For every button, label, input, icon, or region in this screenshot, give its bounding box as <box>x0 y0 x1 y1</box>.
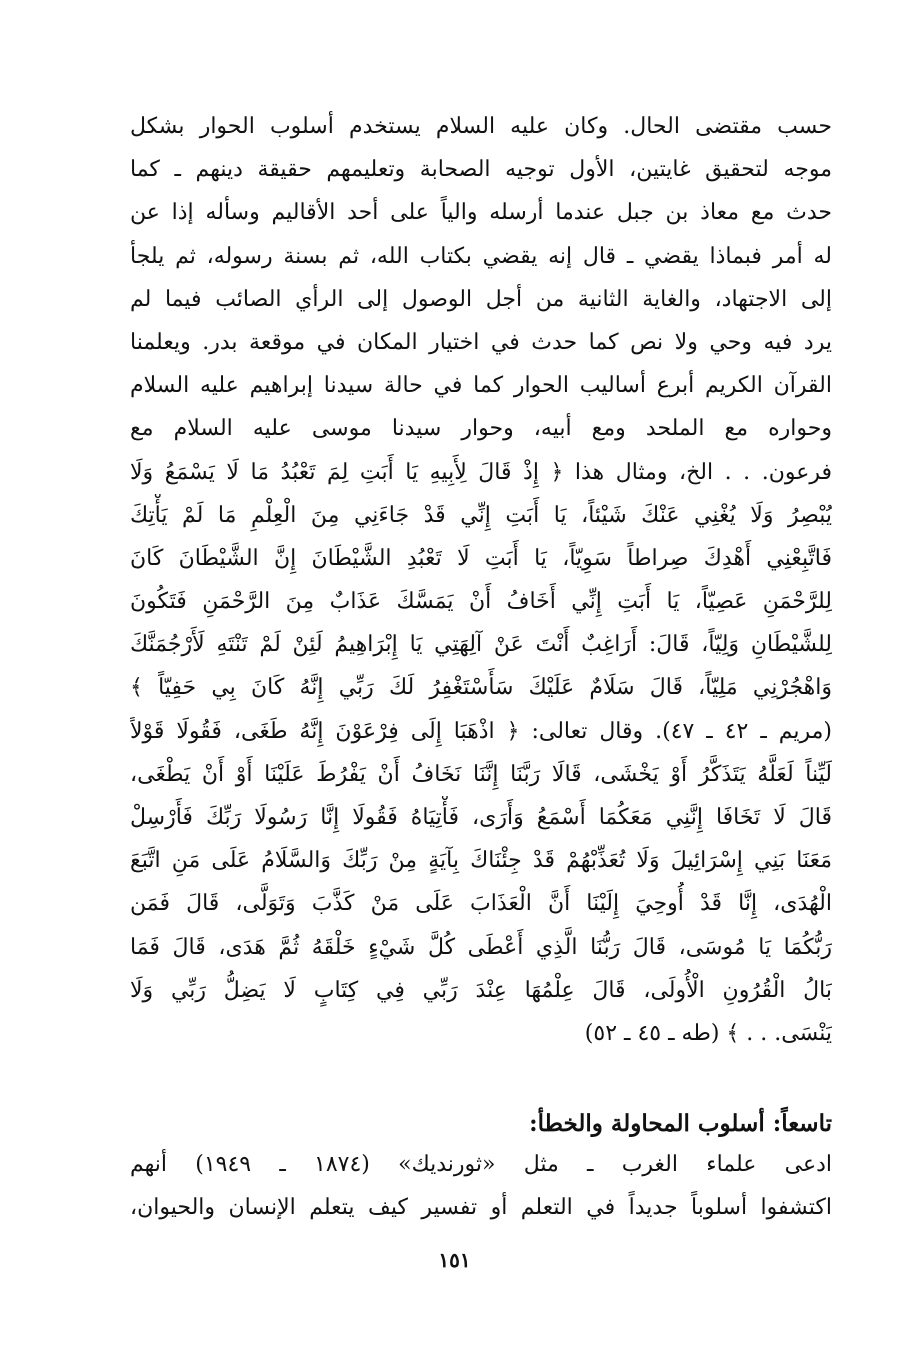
text-line: وحواره مع الملحد ومع أبيه، وحوار سيدنا موسى عليه السلام مع <box>130 416 832 442</box>
text-line: القرآن الكريم أبرع أساليب الحوار كما في حالة سيدنا إبراهيم عليه السلام <box>130 373 832 399</box>
text-line: له أمر فبماذا يقضي ـ قال إنه يقضي بكتاب الله، ثم بسنة رسوله، ثم يلجأ <box>130 243 832 269</box>
quran-verse-line: لَيِّناً لَعَلَّهُ يَتَذَكَّرُ أَوْ يَخْشَى، قَالَا رَبَّنَا إِنَّنَا نَخَافُ أَنْ يَفْرُطَ عَلَيْنَا أَوْ أَنْ يَطْغَى، <box>130 761 832 787</box>
quran-verse-line: يُبْصِرُ وَلَا يُغْنِي عَنْكَ شَيْئاً، يَا أَبَتِ إِنِّي قَدْ جَاءَنِي مِنَ الْعِلْمِ مَا لَمْ يَأْتِكَ <box>130 502 832 528</box>
text-line: إلى الاجتهاد، والغاية الثانية من أجل الوصول إلى الرأي الصائب فيما لم <box>130 286 832 312</box>
quran-verse-line: رَبُّكُمَا يَا مُوسَى، قَالَ رَبُّنَا الَّذِي أَعْطَى كُلَّ شَيْءٍ خَلْقَهُ ثُمَّ هَدَى، قَالَ فَمَا <box>130 934 832 960</box>
text-line: يرد فيه وحي ولا نص كما حدث في اختيار المكان في موقعة بدر. ويعلمنا <box>130 329 832 355</box>
quran-verse-line: يَنْسَى. . . ﴾ (طه ـ ٤٥ ـ ٥٢) <box>584 1020 832 1046</box>
quran-verse-line: وَاهْجُرْنِي مَلِيّاً، قَالَ سَلَامٌ عَلَيْكَ سَأَسْتَغْفِرُ لَكَ رَبِّي إِنَّهُ كَانَ بِي حَفِيّاً ﴾ <box>130 675 832 701</box>
text-line: حسب مقتضى الحال. وكان عليه السلام يستخدم أسلوب الحوار بشكل <box>130 114 832 139</box>
quran-verse-line: لِلرَّحْمَنِ عَصِيّاً، يَا أَبَتِ إِنِّي أَخَافُ أَنْ يَمَسَّكَ عَذَابٌ مِنَ الرَّحْمَنِ فَتَكُونَ <box>130 589 832 615</box>
text-line: اكتشفوا أسلوباً جديداً في التعلم أو تفسير كيف يتعلم الإنسان والحيوان، <box>130 1195 832 1221</box>
quran-verse-line: لِلشَّيْطَانِ وَلِيّاً، قَالَ: أَرَاغِبٌ أَنْتَ عَنْ آلِهَتِي يَا إِبْرَاهِيمُ لَئِنْ لَمْ تَنْتَهِ لَأَرْجُمَنَّكَ <box>130 632 832 658</box>
text-line: موجه لتحقيق غايتين، الأول توجيه الصحابة وتعليمهم حقيقة دينهم ـ كما <box>130 157 832 183</box>
quran-verse-line: بَالُ الْقُرُونِ الْأُولَى، قَالَ عِلْمُهَا عِنْدَ رَبِّي فِي كِتَابٍ لَا يَضِلُّ رَبِّي وَلَا <box>130 977 832 1003</box>
text-line: ادعى علماء الغرب ـ مثل «ثورنديك» (١٨٧٤ ـ ١٩٤٩) أنهم <box>130 1152 832 1177</box>
text-line: (مريم ـ ٤٢ ـ ٤٧). وقال تعالى: ﴿ اذْهَبَا إِلَى فِرْعَوْنَ إِنَّهُ طَغَى، فَقُولَا قَوْلاً <box>130 718 832 744</box>
quran-verse-line: الْهُدَى، إِنَّا قَدْ أُوحِيَ إِلَيْنَا أَنَّ الْعَذَابَ عَلَى مَنْ كَذَّبَ وَتَوَلَّى، قَالَ فَمَن <box>130 891 832 917</box>
section-paragraph <box>130 1143 832 1229</box>
quran-verse-line: قَالَ لَا تَخَافَا إِنَّنِي مَعَكُمَا أَسْمَعُ وَأَرَى، فَأْتِيَاهُ فَقُولَا إِنَّا رَسُولَا رَبِّكَ فَأَرْسِلْ <box>130 805 832 830</box>
text-line: فرعون. . . الخ، ومثال هذا ﴿ إِذْ قَالَ لِأَبِيهِ يَا أَبَتِ لِمَ تَعْبُدُ مَا لَا يَسْمَعُ وَلَا <box>130 459 832 485</box>
section-heading: تاسعاً: أسلوب المحاولة والخطأ: <box>529 1110 832 1137</box>
page-number: ١٥١ <box>438 1248 471 1272</box>
quran-verse-line: فَاتَّبِعْنِي أَهْدِكَ صِراطاً سَوِيّاً، يَا أَبَتِ لَا تَعْبُدِ الشَّيْطَانَ إِنَّ الشَّيْطَانَ كَانَ <box>130 545 832 571</box>
main-paragraph <box>130 105 832 1055</box>
text-line: حدث مع معاذ بن جبل عندما أرسله والياً على أحد الأقاليم وسأله إذا عن <box>130 200 832 226</box>
quran-verse-line: مَعَنَا بَنِي إِسْرَائِيلَ وَلَا تُعَذِّبْهُمْ قَدْ جِئْنَاكَ بِآيَةٍ مِنْ رَبِّكَ وَالسَّلَامُ عَلَى مَنِ اتَّبَعَ <box>130 848 832 874</box>
